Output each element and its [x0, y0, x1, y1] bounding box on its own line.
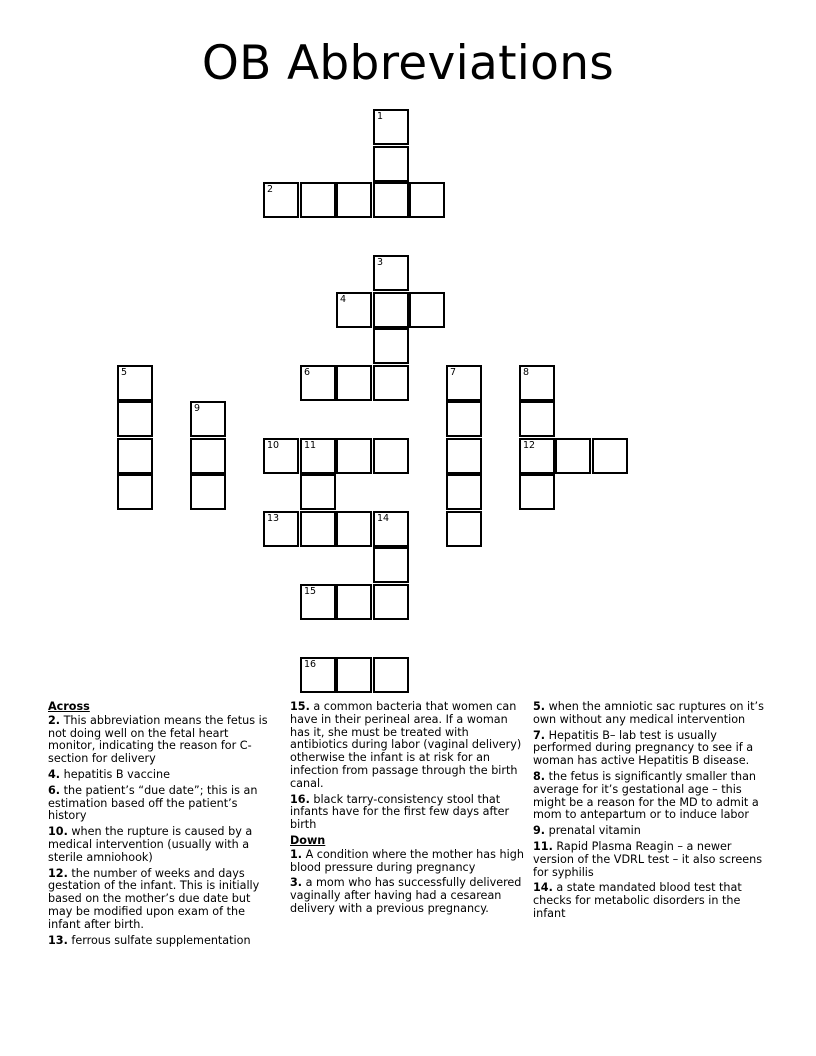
grid-cell[interactable] — [446, 401, 482, 437]
clue-across-2: 2. This abbreviation means the fetus is not doing well on the fetal heart monitor, indicating the reason for C-section for delivery — [48, 713, 268, 766]
clue-down-1: 1. A condition where the mother has high blood pressure during pregnancy — [290, 847, 524, 874]
clue-number: 6 — [304, 367, 311, 378]
clue-number: 3 — [377, 257, 384, 268]
grid-cell[interactable] — [300, 474, 336, 510]
grid-cell[interactable] — [373, 255, 409, 291]
grid-cell[interactable] — [117, 438, 153, 474]
clue-number: 1 — [377, 111, 384, 122]
grid-cell[interactable] — [373, 292, 409, 328]
grid-cell[interactable] — [519, 438, 555, 474]
grid-cell[interactable] — [336, 438, 372, 474]
grid-cell[interactable] — [300, 657, 336, 693]
grid-cell[interactable] — [190, 474, 226, 510]
grid-cell[interactable] — [373, 328, 409, 364]
clue-number: 9 — [194, 403, 201, 414]
grid-cell[interactable] — [263, 511, 299, 547]
grid-cell[interactable] — [373, 109, 409, 145]
clue-down-11: 11. Rapid Plasma Reagin – a newer version of the VDRL test – it also screens for syphilis — [533, 839, 763, 879]
grid-cell[interactable] — [263, 438, 299, 474]
down-heading: Down — [290, 833, 326, 847]
puzzle-title: OB Abbreviations — [201, 36, 615, 91]
clue-number: 2 — [267, 184, 274, 195]
grid-cell[interactable] — [336, 292, 372, 328]
clue-down-5: 5. when the amniotic sac ruptures on it’s own without any medical intervention — [533, 700, 764, 726]
clue-number: 5 — [121, 367, 128, 378]
clue-number: 15 — [304, 586, 317, 597]
grid-cell[interactable] — [336, 511, 372, 547]
grid-cell[interactable] — [336, 365, 372, 401]
grid-cell[interactable] — [300, 365, 336, 401]
grid-cell[interactable] — [373, 584, 409, 620]
grid-cell[interactable] — [117, 365, 153, 401]
grid-cell[interactable] — [336, 182, 372, 218]
clue-across-10: 10. when the rupture is caused by a medical intervention (usually with a sterile amniohook) — [48, 825, 253, 864]
grid-cell[interactable] — [446, 511, 482, 547]
grid-cell[interactable] — [373, 146, 409, 182]
grid-cell[interactable] — [446, 365, 482, 401]
grid-cell[interactable] — [117, 401, 153, 437]
clue-number: 8 — [523, 367, 530, 378]
grid-cell[interactable] — [336, 584, 372, 620]
clues-column-1 — [48, 701, 274, 950]
clue-down-9: 9. prenatal vitamin — [533, 824, 641, 838]
grid-cell[interactable] — [373, 182, 409, 218]
grid-cell[interactable] — [336, 657, 372, 693]
grid-cell[interactable] — [300, 511, 336, 547]
grid-cell[interactable] — [519, 401, 555, 437]
clue-across-16: 16. black tarry-consistency stool that infants have for the first few days after birth — [290, 792, 510, 832]
clue-number: 12 — [523, 440, 536, 451]
clue-number: 10 — [267, 440, 280, 451]
clue-number: 4 — [340, 294, 347, 305]
grid-cell[interactable] — [373, 511, 409, 547]
clue-down-3: 3. a mom who has successfully delivered vaginally after having had a cesarean delivery with a previous pregnancy. — [290, 876, 522, 915]
grid-cell[interactable] — [592, 438, 628, 474]
clue-number: 14 — [377, 513, 390, 524]
grid-cell[interactable] — [190, 401, 226, 437]
clue-number: 16 — [304, 659, 317, 670]
clue-number: 7 — [450, 367, 457, 378]
grid-cell[interactable] — [555, 438, 591, 474]
clue-down-8: 8. the fetus is significantly smaller than average for it’s gestational age – this might be a reason for the MD to admit a mom to antepartum or to induce labor — [533, 769, 759, 822]
grid-cell[interactable] — [409, 182, 445, 218]
grid-cell[interactable] — [446, 438, 482, 474]
clue-number: 11 — [304, 440, 317, 451]
grid-cell[interactable] — [263, 182, 299, 218]
grid-cell[interactable] — [519, 365, 555, 401]
grid-cell[interactable] — [373, 365, 409, 401]
clue-across-13: 13. ferrous sulfate supplementation — [48, 933, 251, 947]
clues-column-2 — [290, 701, 526, 919]
grid-cell[interactable] — [519, 474, 555, 510]
clue-across-15: 15. a common bacteria that women can have in their perineal area. If a woman has it, she must be treated with antibiotics during labor (vaginal delivery) otherwise the infant is at risk for an infection from passage through the birth canal. — [290, 700, 522, 790]
clue-number: 13 — [267, 513, 280, 524]
clues-column-3 — [533, 701, 765, 924]
clue-down-7: 7. Hepatitis B– lab test is usually performed during pregnancy to see if a woman has active Hepatitis B disease. — [533, 728, 754, 768]
grid-cell[interactable] — [373, 547, 409, 583]
grid-cell[interactable] — [373, 657, 409, 693]
clue-across-12: 12. the number of weeks and days gestation of the infant. This is initially based on the mother’s due date but may be modified upon exam of the infant after birth. — [48, 866, 260, 931]
grid-cell[interactable] — [300, 438, 336, 474]
grid-cell[interactable] — [446, 474, 482, 510]
grid-cell[interactable] — [409, 292, 445, 328]
clue-across-4: 4. hepatitis B vaccine — [48, 767, 170, 781]
clue-across-6: 6. the patient’s “due date”; this is an estimation based off the patient’s history — [48, 783, 258, 823]
grid-cell[interactable] — [373, 438, 409, 474]
clue-down-14: 14. a state mandated blood test that checks for metabolic disorders in the infant — [533, 881, 742, 920]
grid-cell[interactable] — [190, 438, 226, 474]
grid-cell[interactable] — [117, 474, 153, 510]
grid-cell[interactable] — [300, 584, 336, 620]
grid-cell[interactable] — [300, 182, 336, 218]
across-heading: Across — [48, 700, 90, 713]
